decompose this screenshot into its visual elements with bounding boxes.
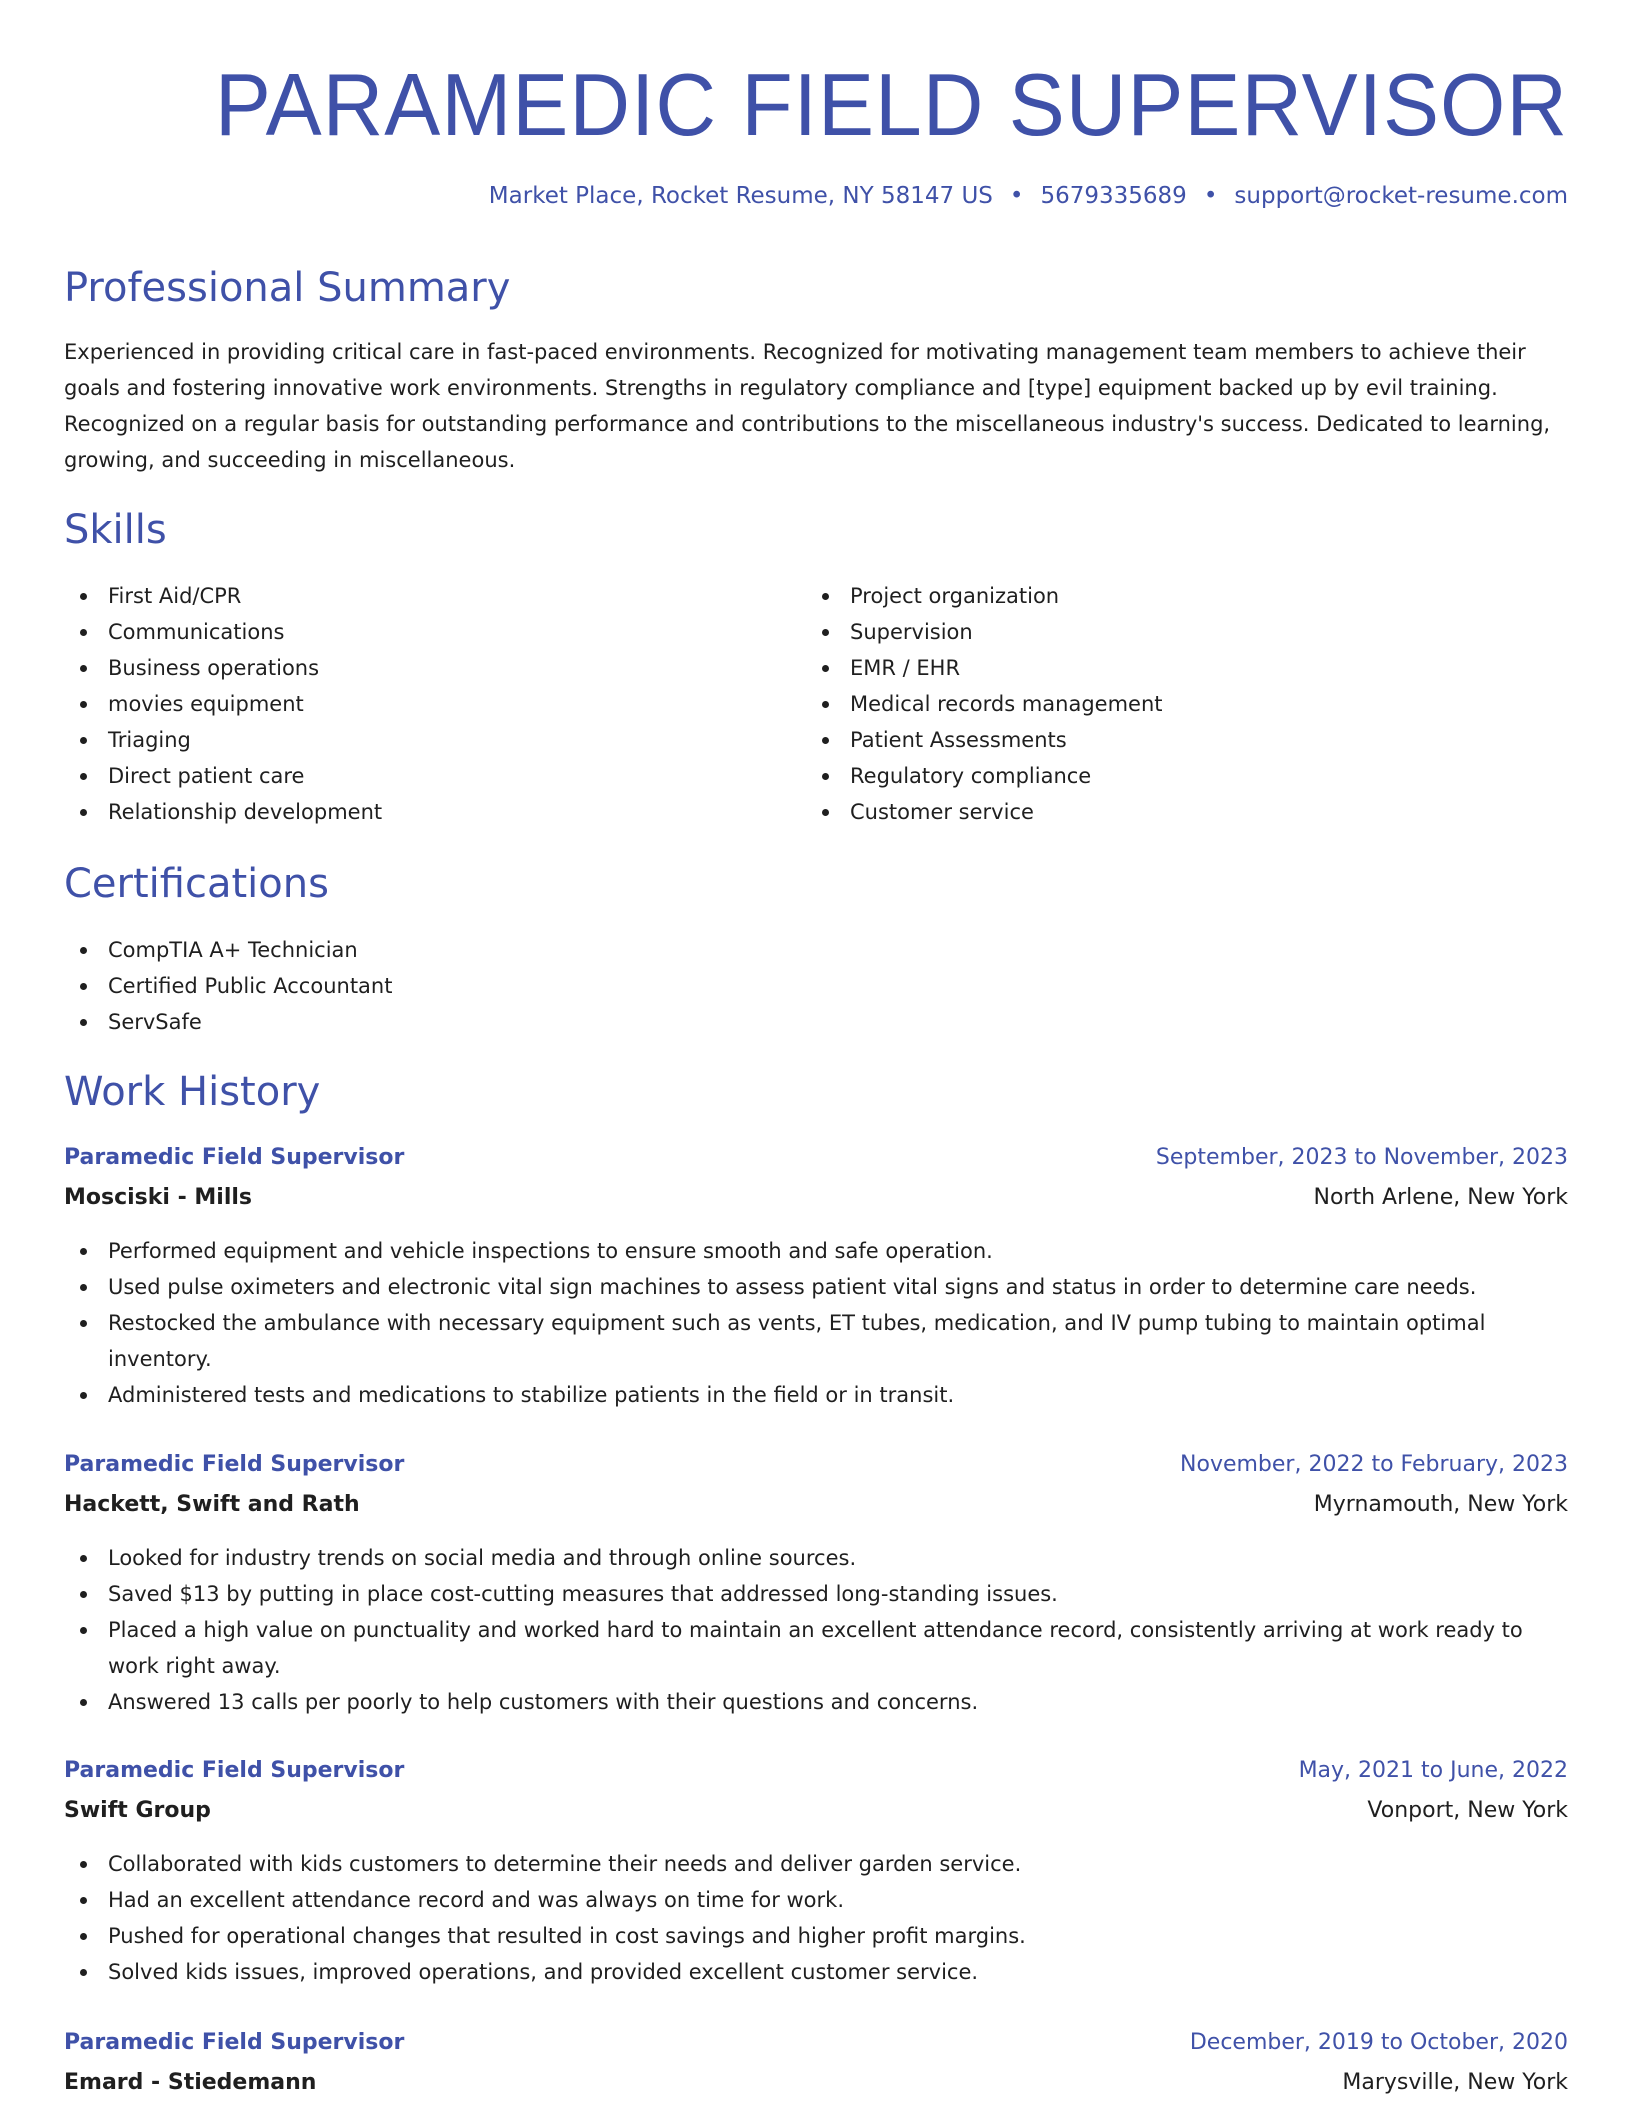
section-title-work-history: Work History (64, 1069, 321, 1115)
job-bullets (64, 1233, 1568, 1413)
job-company-row (64, 1488, 1568, 1528)
contact-address: Market Place, Rocket Resume, NY 58147 US (488, 183, 993, 209)
resume-name: PARAMEDIC FIELD SUPERVISOR (214, 55, 1568, 154)
job-dates: December, 2019 to October, 2020 (1189, 2030, 1568, 2055)
list-item: Solved kids issues, improved operations, and provided excellent customer service. (64, 1954, 1568, 1990)
list-item: CompTIA A+ Technician (64, 932, 1064, 968)
list-item: Triaging (64, 722, 804, 758)
list-item: Business operations (64, 650, 804, 686)
list-item: Communications (64, 614, 804, 650)
list-item: movies equipment (64, 686, 804, 722)
contact-email: support@rocket-resume.com (1234, 183, 1568, 209)
job-location: Marysville, New York (1342, 2070, 1568, 2095)
job-dates: September, 2023 to November, 2023 (1155, 1145, 1568, 1170)
skills-list-right (806, 578, 1546, 830)
certifications-list (64, 932, 1064, 1040)
list-item: Restocked the ambulance with necessary equipment such as vents, ET tubes, medication, and IV pump tubing to maintain optimal inventory. (64, 1305, 1568, 1377)
job-entry (64, 1448, 1568, 1720)
list-item: Had an excellent attendance record and was always on time for work. (64, 1882, 1568, 1918)
list-item: EMR / EHR (806, 650, 1546, 686)
list-item: First Aid/CPR (64, 578, 804, 614)
contact-line (489, 180, 1568, 212)
contact-separator: • (1009, 183, 1024, 209)
list-item: Relationship development (64, 794, 804, 830)
job-header-row (64, 1754, 1568, 1794)
list-item: ServSafe (64, 1004, 1064, 1040)
job-title: Paramedic Field Supervisor (64, 1145, 405, 1170)
list-item: Used pulse oximeters and electronic vital sign machines to assess patient vital signs and status in order to determine care needs. (64, 1269, 1568, 1305)
section-title-skills: Skills (64, 507, 167, 553)
list-item: Placed a high value on punctuality and worked hard to maintain an excellent attendance record, consistently arriving at work ready to work right away. (64, 1612, 1568, 1684)
job-dates: May, 2021 to June, 2022 (1298, 1758, 1568, 1783)
job-header-row (64, 1141, 1568, 1181)
job-entry (64, 2026, 1568, 2106)
list-item: Looked for industry trends on social media and through online sources. (64, 1540, 1568, 1576)
list-item: Saved $13 by putting in place cost-cutting measures that addressed long-standing issues. (64, 1576, 1568, 1612)
job-company-row (64, 2066, 1568, 2106)
list-item: Certified Public Accountant (64, 968, 1064, 1004)
job-location: Myrnamouth, New York (1313, 1492, 1568, 1517)
job-header-row (64, 1448, 1568, 1488)
job-bullets (64, 1846, 1568, 1990)
job-company-row (64, 1794, 1568, 1834)
list-item: Medical records management (806, 686, 1546, 722)
list-item: Pushed for operational changes that resulted in cost savings and higher profit margins. (64, 1918, 1568, 1954)
contact-separator: • (1203, 183, 1218, 209)
contact-phone: 5679335689 (1040, 183, 1187, 209)
job-company: Swift Group (64, 1798, 211, 1823)
skills-list-left (64, 578, 804, 830)
job-title: Paramedic Field Supervisor (64, 1452, 405, 1477)
list-item: Regulatory compliance (806, 758, 1546, 794)
section-title-certifications: Certifications (64, 861, 329, 907)
list-item: Direct patient care (64, 758, 804, 794)
resume-page (64, 0, 1568, 2112)
list-item: Project organization (806, 578, 1546, 614)
job-location: Vonport, New York (1367, 1798, 1568, 1823)
job-location: North Arlene, New York (1313, 1185, 1568, 1210)
job-company: Hackett, Swift and Rath (64, 1492, 360, 1517)
job-title: Paramedic Field Supervisor (64, 1758, 405, 1783)
list-item: Supervision (806, 614, 1546, 650)
job-company: Mosciski - Mills (64, 1185, 253, 1210)
summary-text: Experienced in providing critical care in fast-paced environments. Recognized for motivating management team members to achieve their goals and fostering innovative work environments. Strengths in regulatory compliance and [type] equipment backed up by evil training. Recognized on a regular basis for outstanding performance and contributions to the miscellaneous industry's success. Dedicated to learning, growing, and succeeding in miscellaneous. (64, 340, 1551, 472)
job-company: Emard - Stiedemann (64, 2070, 317, 2095)
list-item: Customer service (806, 794, 1546, 830)
job-entry (64, 1141, 1568, 1413)
job-bullets (64, 1540, 1568, 1720)
list-item: Collaborated with kids customers to determine their needs and deliver garden service. (64, 1846, 1568, 1882)
section-title-summary: Professional Summary (64, 265, 511, 311)
list-item: Administered tests and medications to stabilize patients in the field or in transit. (64, 1377, 1568, 1413)
job-dates: November, 2022 to February, 2023 (1180, 1452, 1568, 1477)
job-entry (64, 1754, 1568, 1990)
job-title: Paramedic Field Supervisor (64, 2030, 405, 2055)
list-item: Performed equipment and vehicle inspections to ensure smooth and safe operation. (64, 1233, 1568, 1269)
list-item: Answered 13 calls per poorly to help customers with their questions and concerns. (64, 1684, 1568, 1720)
job-company-row (64, 1181, 1568, 1221)
list-item: Patient Assessments (806, 722, 1546, 758)
job-header-row (64, 2026, 1568, 2066)
